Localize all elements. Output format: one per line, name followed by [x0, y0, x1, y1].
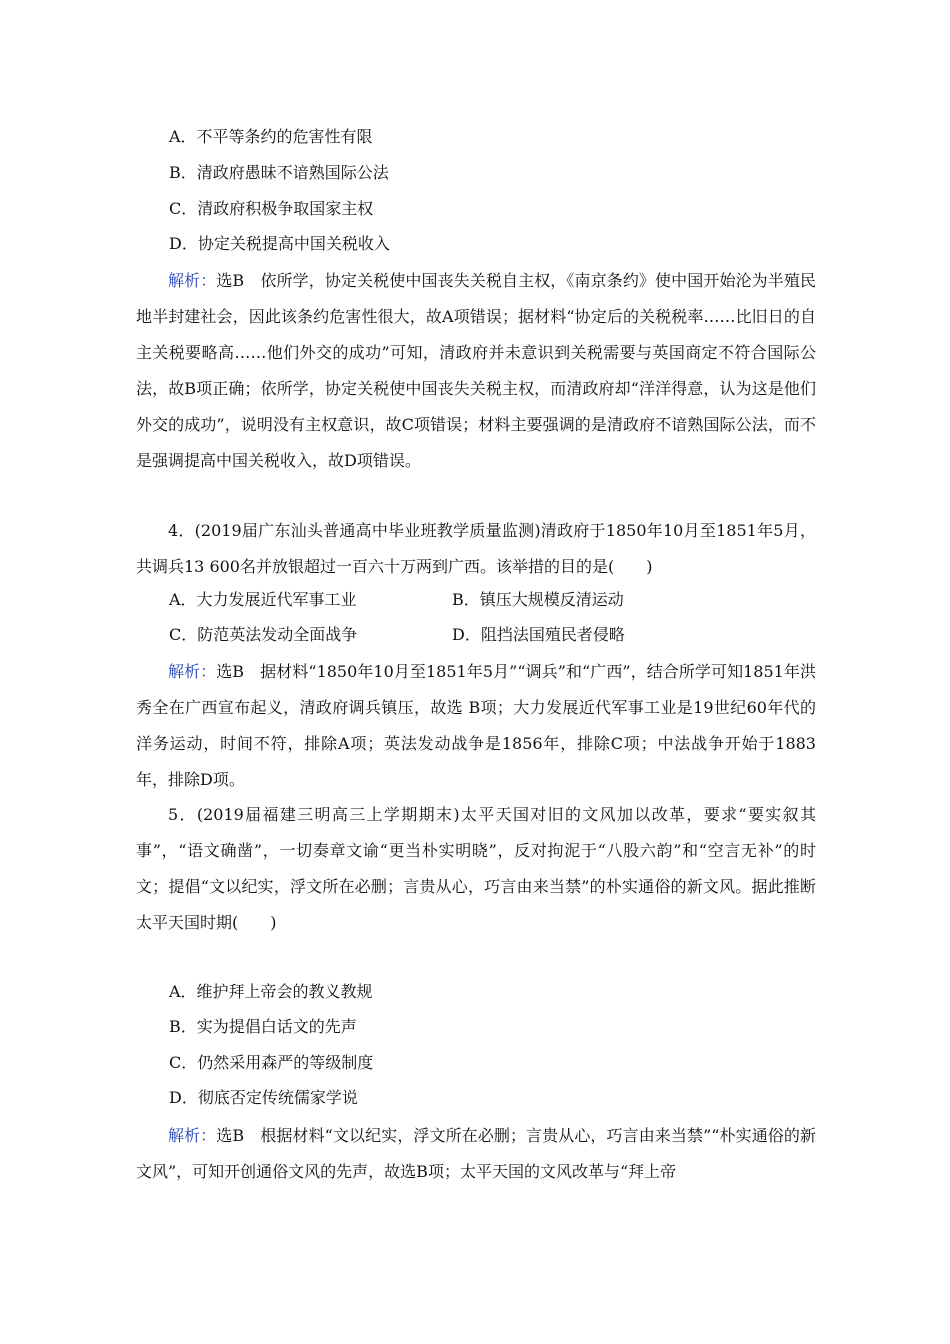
q4-stem: 4．(2019届广东汕头普通高中毕业班教学质量监测)清政府于1850年10月至1851年5月，共调兵13 600名并放银超过一百六十万两到广西。该举措的目的是( )	[136, 521, 816, 576]
q3-analysis-label: 解析：	[168, 271, 217, 290]
q4-analysis	[136, 654, 816, 798]
q3-analysis	[136, 263, 816, 479]
q3-option-b: B．清政府愚昧不谙熟国际公法	[169, 163, 389, 182]
q4-option-b: B．镇压大规模反清运动	[452, 590, 624, 609]
q3-option-a: A．不平等条约的危害性有限	[169, 127, 373, 146]
q4-option-c: C．防范英法发动全面战争	[169, 625, 358, 644]
q5-stem: 5．(2019届福建三明高三上学期期末)太平天国对旧的文风加以改革，要求“要实叙其事”，“语文确凿”，一切奏章文谕“更当朴实明晓”，反对拘泥于“八股六韵”和“空言无补”的时文；提倡“文以纪实，浮文所在必删；言贵从心，巧言由来当禁”的朴实通俗的新文风。据此推断太平天国时期( )	[136, 805, 816, 932]
q3-option-c: C．清政府积极争取国家主权	[169, 199, 374, 218]
q3-option-d: D．协定关税提高中国关税收入	[169, 234, 390, 253]
q5-analysis-text: 选B 根据材料“文以纪实，浮文所在必删；言贵从心，巧言由来当禁”“朴实通俗的新文风”，可知开创通俗文风的先声，故选B项；太平天国的文风改革与“拜上帝	[136, 1126, 816, 1181]
q5-option-a: A．维护拜上帝会的教义教规	[169, 982, 373, 1001]
q3-analysis-text: 选B 依所学，协定关税使中国丧失关税自主权，《南京条约》使中国开始沦为半殖民地半封建社会，因此该条约危害性很大，故A项错误；据材料“协定后的关税税率……比旧日的自主关税要略高……他们外交的成功”可知，清政府并未意识到关税需要与英国商定不符合国际公法，故B项正确；依所学，协定关税使中国丧失关税主权，而清政府却“洋洋得意，认为这是他们外交的成功”，说明没有主权意识，故C项错误；材料主要强调的是清政府不谙熟国际公法，而不是强调提高中国关税收入，故D项错误。	[136, 271, 816, 470]
q5-option-c: C．仍然采用森严的等级制度	[169, 1053, 374, 1072]
q4-analysis-text: 选B 据材料“1850年10月至1851年5月”“调兵”和“广西”，结合所学可知1851年洪秀全在广西宣布起义，清政府调兵镇压，故选 B项；大力发展近代军事工业是19世纪60年代的洋务运动，时间不符，排除A项；英法发动战争是1856年，排除C项；中法战争开始于1883年，排除D项。	[136, 662, 816, 789]
q4-option-d: D．阻挡法国殖民者侵略	[452, 625, 625, 644]
q4-option-a: A．大力发展近代军事工业	[169, 590, 357, 609]
q5-option-d: D．彻底否定传统儒家学说	[169, 1088, 358, 1107]
q5-analysis-label: 解析：	[168, 1126, 217, 1145]
q5-analysis	[136, 1118, 816, 1190]
q5-option-b: B．实为提倡白话文的先声	[169, 1017, 357, 1036]
q4-analysis-label: 解析：	[168, 662, 217, 681]
